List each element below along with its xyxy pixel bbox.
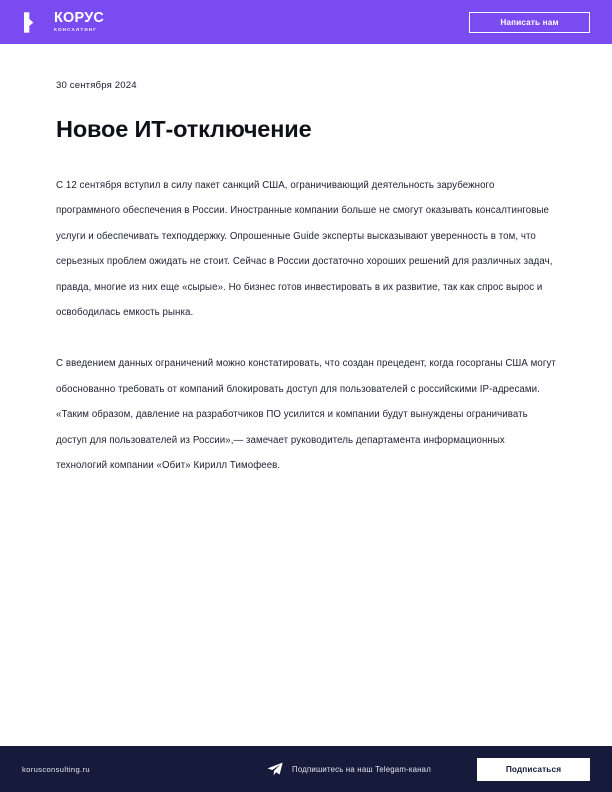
brand-subtitle: КОНСАЛТИНГ	[54, 27, 98, 33]
site-footer	[0, 746, 612, 792]
page-title: Новое ИТ-отключение	[56, 116, 312, 142]
footer-telegram-block[interactable]	[267, 762, 431, 776]
article-content	[0, 44, 612, 746]
brand-logo[interactable]	[22, 9, 104, 35]
brand-wordmark	[54, 11, 104, 32]
contact-us-button[interactable]: Написать нам	[469, 12, 590, 33]
article-body	[56, 143, 556, 478]
footer-telegram-text: Подпишитесь на наш Telegam-канал	[292, 764, 431, 774]
article-paragraph: С введением данных ограничений можно констатировать, что создан прецедент, когда госорганы США могут обоснованно требовать от компаний блокировать доступ для пользователей с российскими IP-адресами. «Таким образом, давление на разработчиков ПО усилится и компании будут вынуждены ограничивать доступ для пользователей из России»,— замечает руководитель департамента информационных технологий компании «Обит» Кирилл Тимофеев.	[56, 358, 556, 472]
article-date: 30 сентября 2024	[56, 80, 137, 91]
site-header	[0, 0, 612, 44]
brand-name: КОРУС	[54, 10, 105, 27]
telegram-paper-plane-icon	[267, 762, 283, 776]
korus-k-mark-icon	[22, 10, 47, 35]
subscribe-button[interactable]: Подписаться	[477, 758, 590, 781]
footer-site-url[interactable]: korusconsulting.ru	[22, 764, 90, 774]
article-paragraph: С 12 сентября вступил в силу пакет санкций США, ограничивающий деятельность зарубежного программного обеспечения в России. Иностранные компании больше не смогут оказывать консалтинговые услуги и обеспечивать техподдержку. Опрошенные Guide эксперты высказывают уверенность в том, что серьезных проблем ожидать не стоит. Сейчас в России достаточно хороших решений для различных задач, правда, многие из них еще «сырые». Но бизнес готов инвестировать в их развитие, так как спрос вырос и освободилась емкость рынка.	[56, 180, 553, 319]
